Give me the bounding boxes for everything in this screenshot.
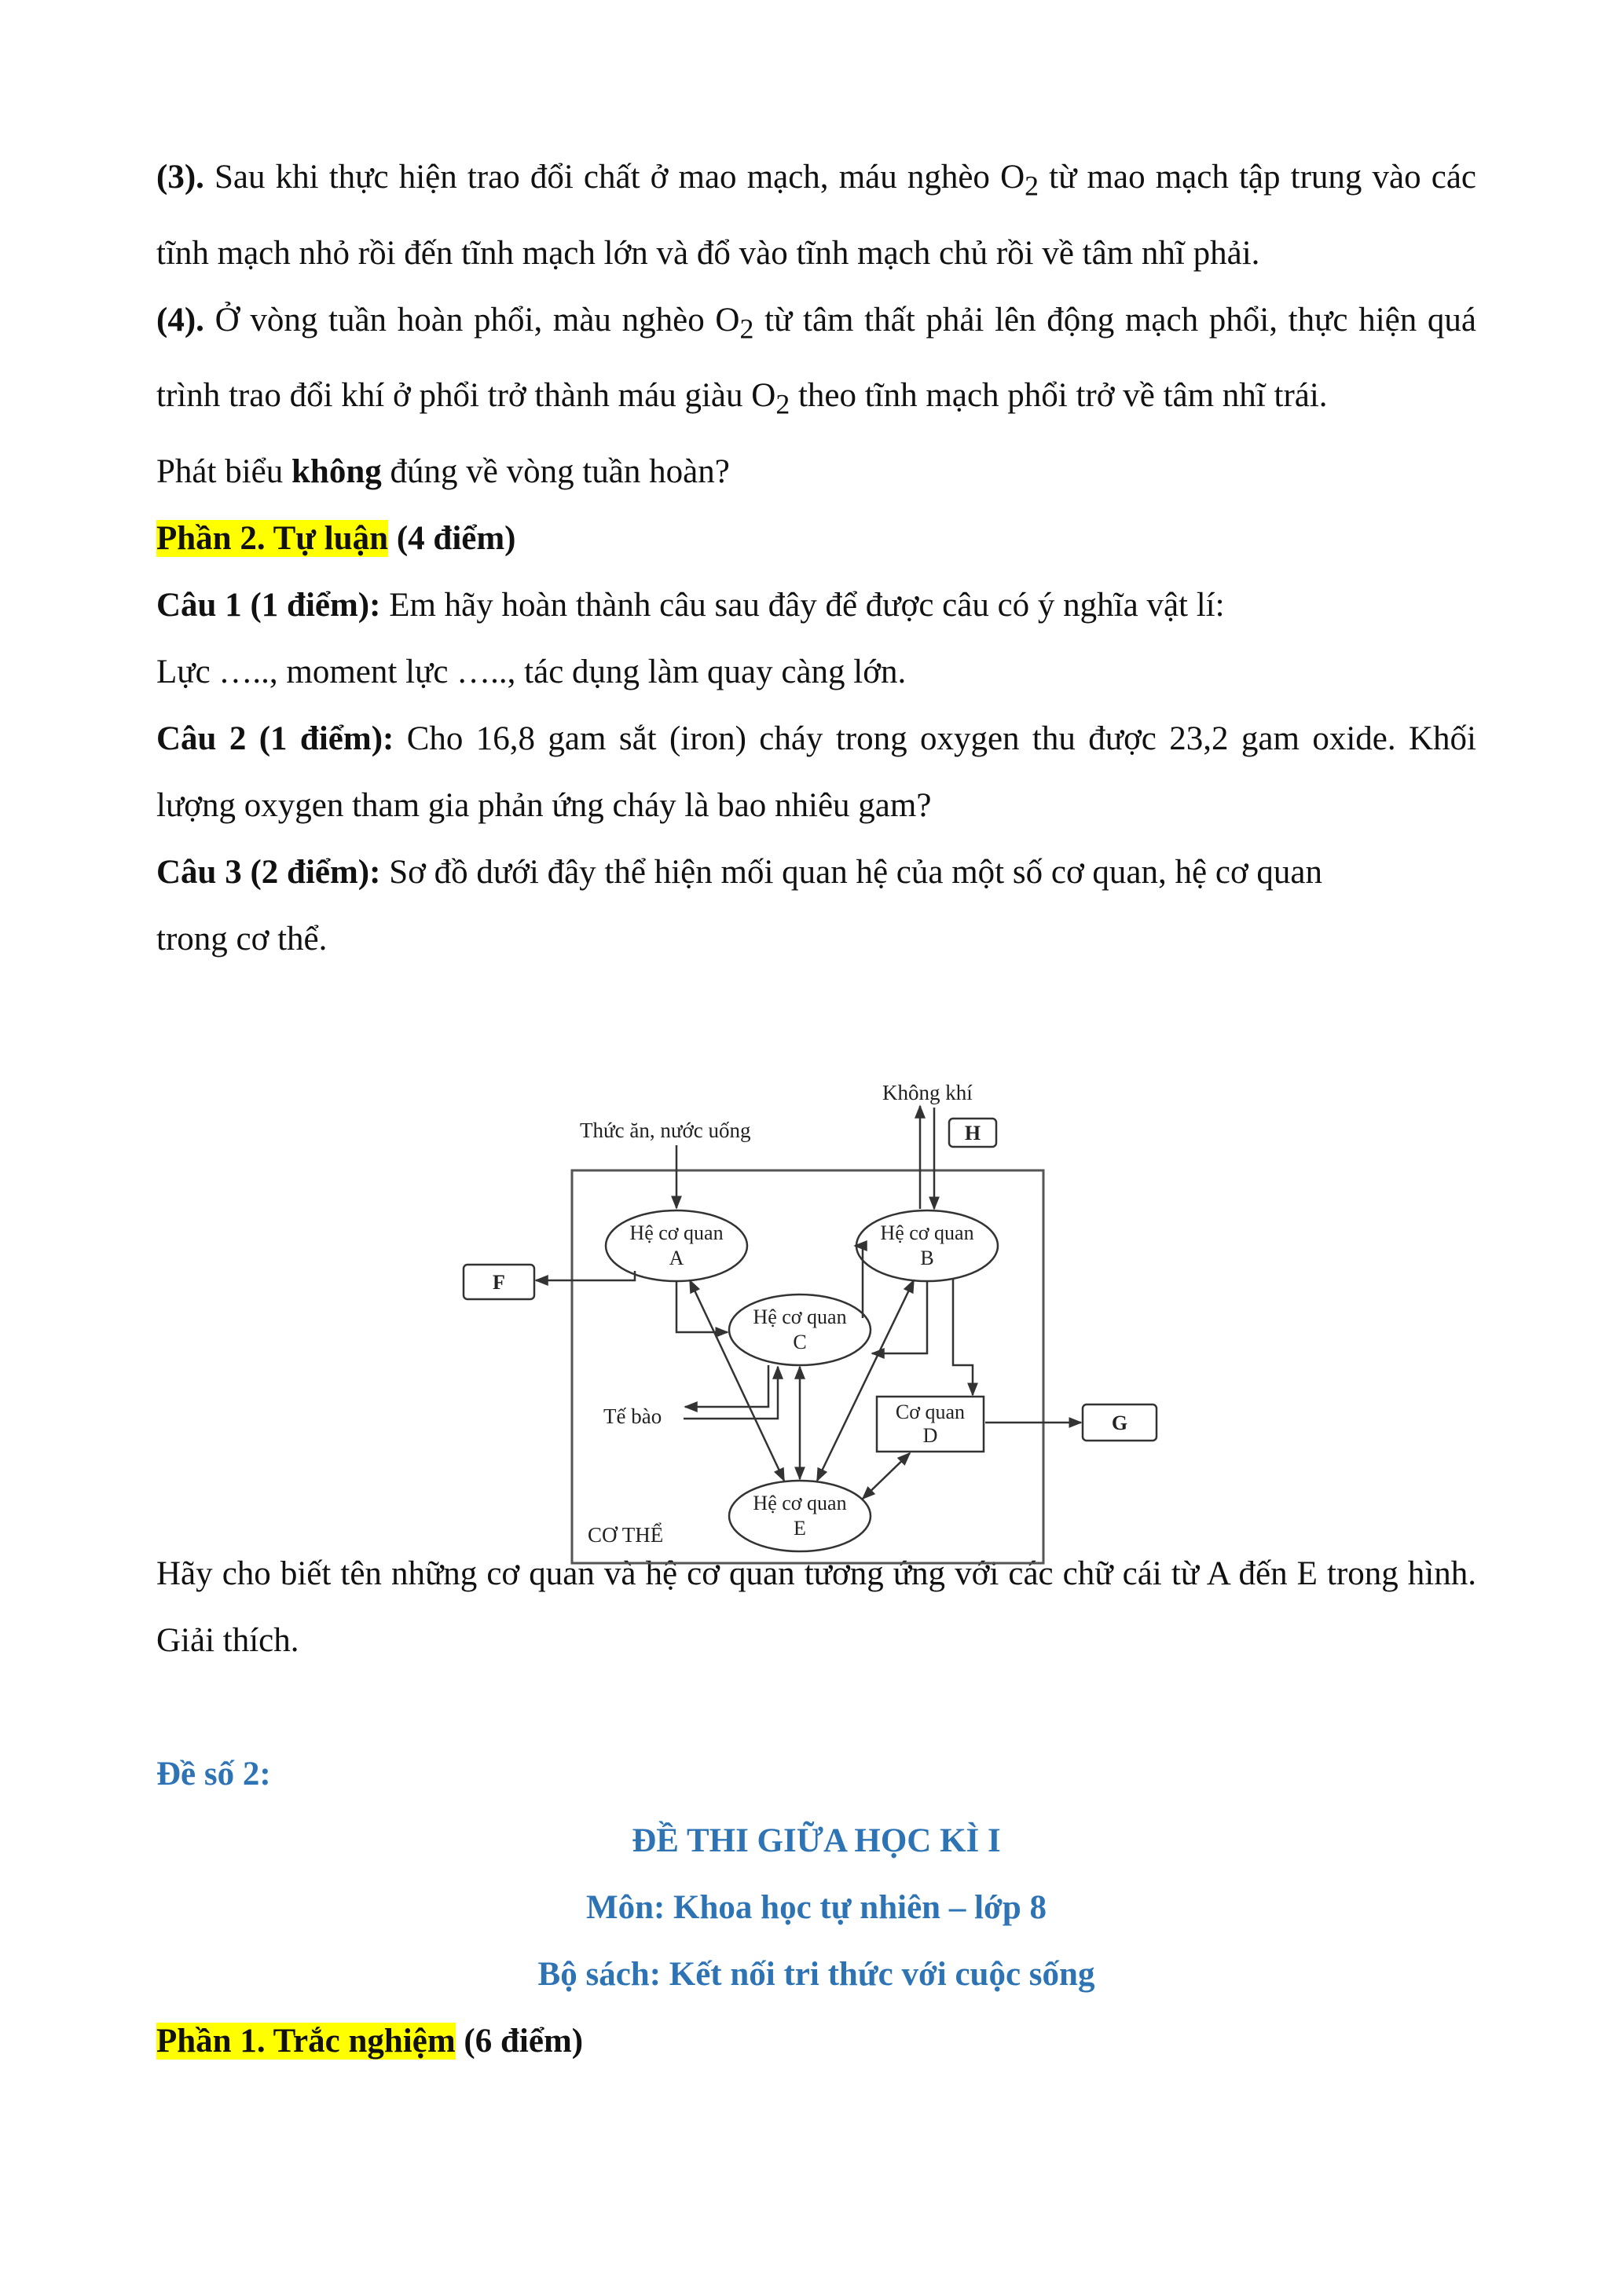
prompt-text: Phát biểu	[156, 452, 291, 490]
part-2-label: Phần 2. Tự luận	[156, 519, 389, 557]
statement-3-text-cont: từ mao mạch tập trung vào các tĩnh mạch nhỏ rồi đến tĩnh mạch lớn và đổ vào tĩnh mạch chủ rồi về tâm nhĩ phải.	[156, 159, 1476, 272]
system-b-line1: Hệ cơ quan	[880, 1221, 974, 1244]
statement-4-text: Ở vòng tuần hoàn phổi, màu nghèo O	[203, 301, 740, 339]
cau-1-line2: Lực ….., moment lực ….., tác dụng làm quay càng lớn.	[156, 653, 907, 690]
body-label: CƠ THỂ	[588, 1523, 664, 1547]
cau-1-label: Câu 1 (1 điểm):	[156, 586, 381, 624]
cau-1-text: Em hãy hoàn thành câu sau đây để được câu có ý nghĩa vật lí:	[380, 586, 1225, 624]
organ-d-line1: Cơ quan	[895, 1401, 966, 1423]
statement-4-text-end: theo tĩnh mạch phổi trở về tâm nhĩ trái.	[790, 377, 1328, 415]
cau-2-label: Câu 2 (1 điểm):	[156, 720, 394, 757]
cau-3-label: Câu 3 (2 điểm):	[156, 853, 381, 891]
system-e-line1: Hệ cơ quan	[753, 1492, 847, 1514]
part-1-points: (6 điểm)	[455, 2022, 584, 2060]
system-a-line1: Hệ cơ quan	[629, 1221, 724, 1244]
cell-label: Tế bào	[603, 1404, 662, 1428]
blank-line	[156, 1674, 1476, 1741]
statement-3	[156, 144, 1476, 287]
air-label: Không khí	[882, 1082, 973, 1104]
de-so-2: Đề số 2:	[156, 1755, 271, 1792]
statement-4	[156, 287, 1476, 438]
cau-2	[156, 705, 1476, 839]
box-f-label: F	[493, 1271, 505, 1294]
organ-d-line2: D	[922, 1424, 938, 1447]
exam-book: Bộ sách: Kết nối tri thức với cuộc sống	[537, 1955, 1095, 1993]
statement-4-label: (4).	[156, 301, 204, 339]
part-2-heading	[156, 505, 1476, 572]
organ-system-diagram	[454, 1082, 1161, 1569]
part-1-label: Phần 1. Trắc nghiệm	[156, 2022, 456, 2060]
cau-2-text: Cho 16,8 gam sắt (iron) cháy trong oxygen thu được 23,2 gam oxide. Khối lượng oxygen tham gia phản ứng cháy là bao nhiêu gam?	[156, 720, 1476, 824]
subscript: 2	[739, 313, 754, 345]
statement-3-text: Sau khi thực hiện trao đổi chất ở mao mạch, máu nghèo O	[203, 159, 1025, 196]
system-e-line2: E	[794, 1517, 806, 1540]
system-a-line2: A	[669, 1247, 684, 1269]
subscript: 2	[775, 388, 790, 420]
question-prompt	[156, 438, 1476, 505]
after-diagram-text: Hãy cho biết tên những cơ quan và hệ cơ quan tương ứng với các chữ cái từ A đến E trong hình. Giải thích.	[156, 1554, 1476, 1659]
statement-3-label: (3).	[156, 159, 204, 196]
box-h-label: H	[964, 1122, 981, 1144]
system-c-line2: C	[793, 1331, 807, 1353]
exam-subject: Môn: Khoa học tự nhiên – lớp 8	[585, 1888, 1047, 1926]
box-g-label: G	[1111, 1412, 1128, 1434]
exam-title: ĐỀ THI GIỮA HỌC KÌ I	[632, 1822, 1001, 1859]
subscript: 2	[1025, 170, 1039, 202]
part-2-points: (4 điểm)	[388, 519, 516, 557]
system-c-line1: Hệ cơ quan	[753, 1305, 847, 1328]
prompt-text-end: đúng về vòng tuần hoàn?	[381, 452, 730, 490]
system-b-line2: B	[920, 1247, 934, 1269]
cau-3	[156, 839, 1476, 972]
prompt-bold: không	[291, 452, 382, 490]
food-label: Thức ăn, nước uống	[580, 1119, 751, 1142]
part-1-heading	[156, 2008, 1476, 2074]
cau-3-text: Sơ đồ dưới đây thể hiện mối quan hệ của một số cơ quan, hệ cơ quan trong cơ thể.	[156, 853, 1323, 958]
cau-1	[156, 572, 1476, 639]
statement-4-text-cont: từ tâm thất phải lên động mạch phổi, thực hiện quá trình trao đổi khí ở phổi trở thành máu giàu O	[156, 301, 1477, 415]
